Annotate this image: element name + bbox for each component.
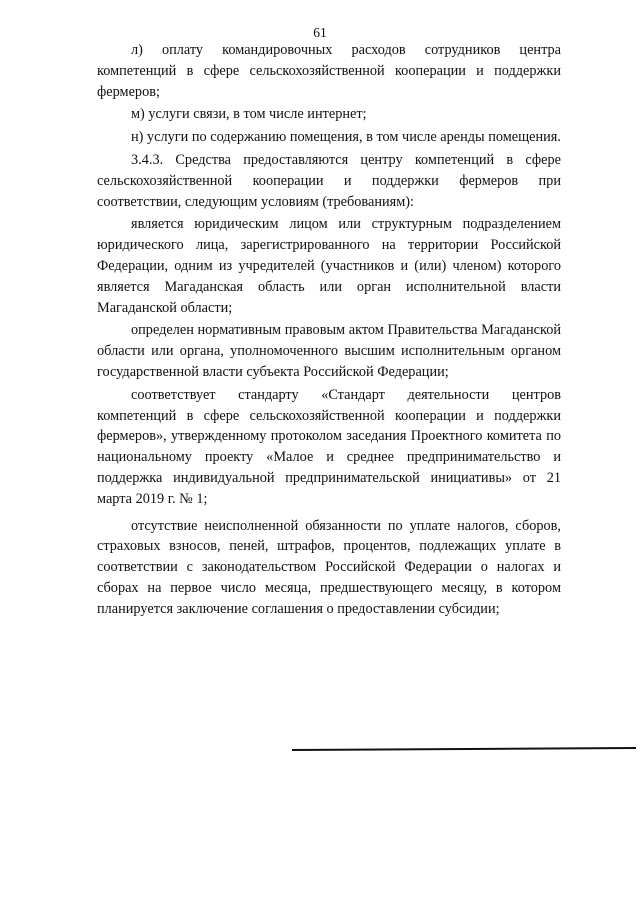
paragraph-item-l: л) оплату командировочных расходов сотрудников центра компетенций в сфере сельскохозяйственной кооперации и поддержки фермеров; — [97, 42, 561, 100]
signature-line — [292, 747, 636, 751]
paragraph-condition-standard: соответствует стандарту «Стандарт деятельности центров компетенций в сфере сельскохозяйственной кооперации и поддержки фермеров», утвержденному протоколом заседания Проектного комитета по национальному проекту «Малое и среднее предпринимательство и поддержка индивидуальной предпринимательской инициативы» от 21 марта 2019 г. № 1; — [97, 386, 561, 507]
document-body — [97, 40, 561, 620]
paragraph-item-m: м) услуги связи, в том числе интернет; — [131, 106, 367, 123]
paragraph-condition-normative-act: определен нормативным правовым актом Правительства Магаданской области или органа, уполномоченного высшим исполнительным органом государственной власти субъекта Российской Федерации; — [97, 322, 561, 380]
paragraph-condition-legal-entity: является юридическим лицом или структурным подразделением юридического лица, зарегистрированного на территории Российской Федерации, одним из учредителей (участников и (или) членом) которого является Магаданская область или орган исполнительной власти Магаданской области; — [97, 216, 561, 316]
page-number: 61 — [313, 25, 327, 40]
paragraph-item-n: н) услуги по содержанию помещения, в том числе аренды помещения. — [131, 129, 561, 146]
paragraph-section-3-4-3: 3.4.3. Средства предоставляются центру компетенций в сфере сельскохозяйственной кооперации и поддержки фермеров при соответствии, следующим условиям (требованиям): — [97, 151, 561, 210]
paragraph-condition-no-debts: отсутствие неисполненной обязанности по уплате налогов, сборов, страховых взносов, пеней, штрафов, процентов, подлежащих уплате в соответствии с законодательством Российской Федерации о налогах и сборах на первое число месяца, предшествующего месяцу, в котором планируется заключение соглашения о предоставлении субсидии; — [97, 517, 561, 617]
